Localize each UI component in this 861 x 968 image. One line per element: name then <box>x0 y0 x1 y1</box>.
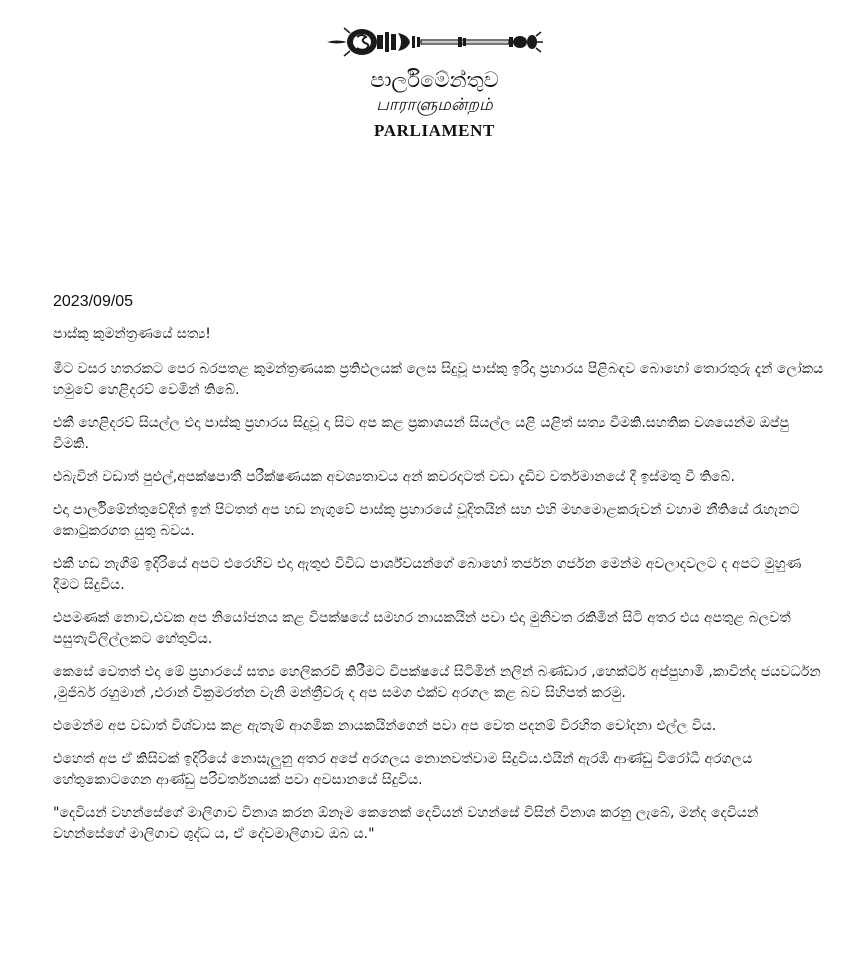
parliament-name-sinhala: පාර්ලිමේන්තුව <box>370 68 499 92</box>
paragraph: එමෙන්ම අප වඩාත් විශ්වාස කළ ඇතැම් ආගමික නායකයින්ගෙන් පවා අප වෙත පදනම් විරහිත චෝදනා එල්ල විය. <box>53 718 717 734</box>
paragraph: එකී හෙළිදරව් සියල්ල එදා පාස්කු ප්‍රහාරය සිදුවූ දා සිට අප කළ ප්‍රකාශයන් සියල්ල යළි යළිත් සත්‍ය වීමකි.සහතික වශයෙන්ම ඔප්පු වීමකි. <box>53 415 789 452</box>
parliament-mace-icon <box>322 22 544 62</box>
letter-date: 2023/09/05 <box>53 293 134 310</box>
parliament-name-english: PARLIAMENT <box>374 121 495 140</box>
letter-heading: පාස්කු කුමන්ත්‍රණයේ සත්‍ය! <box>53 326 211 342</box>
paragraph: එබැවින් වඩාත් පුළුල්,අපක්ෂපාතී පරීක්ෂණයක අවශ්‍යතාවය අන් කවරදාටත් වඩා දැඩිව වර්තමානයේ දී ඉස්මතු වී තිබේ. <box>53 469 735 485</box>
paragraph: එහෙත් අප ඒ කිසිවක් ඉදිරියේ නොසැලුනු අතර අපේ අරගලය නොනවත්වාම සිදුවිය.එයින් ඇරඹි ආණ්ඩු විරෝධී අරගලය හේතුකොටගෙන ආණ්ඩු පරිවර්තනයක් පවා අවසානයේ සිදුවිය. <box>53 751 753 788</box>
paragraph: කෙසේ වෙතත් එදා මේ ප්‍රහාරයේ සත්‍ය හෙලිකරවි කිරීමට විපක්ෂයේ සිටිමින් නලින් බණ්ඩාර ,හෙක්ටර් අප්පුහාමි ,කාවින්ද ජයවර්ධන ,මුජිබර් රහුමාන් ,එරාන් වික්‍රමරත්න වැනි මන්ත්‍රීවරු ද අප සමග එක්ව අරගල කළ බව සිහිපත් කරමු. <box>53 664 821 701</box>
paragraph: එපමණක් නොව,එවක අප නියෝජනය කළ විපක්ෂයේ සමහර නායකයින් පවා එදා මුනිවත රකිමින් සිටි අතර එය අපතුළ බලවත් පසුතැවිලිල්ලකට හේතුවිය. <box>53 610 791 647</box>
parliament-name-tamil: பாராளுமன்றம் <box>376 95 493 115</box>
letterhead <box>0 0 861 150</box>
paragraph: මීට වසර හතරකට පෙර බරපතළ කුමන්ත්‍රණයක ප්‍රතිඵලයක් ලෙස සිදුවූ පාස්කු ඉරිදා ප්‍රහාරය පිළිබඳව බොහෝ තොරතුරු දැන් ලෝකය හමුවේ හෙළිදරව් වෙමින් තිබේ. <box>53 361 824 398</box>
paragraph: එකී හඩ නැගීම් ඉදිරියේ අපට එරෙහිව එදා ඇතුළු විවිධ පාර්ශ්වයන්ගේ බොහෝ තර්ජන ගර්ජන මෙන්ම අවලාදවලට ද අපට මුහුණ දීමට සිදුවිය. <box>53 556 802 593</box>
letter-body <box>53 292 825 845</box>
paragraph: එදා පාර්ලිමේන්තුවේදීත් ඉන් පිටතත් අප හඩ නැගුවේ පාස්කු ප්‍රහාරයේ වූදිතයින් සහ එහි මහමොළකරුවන් වහාම නීතියේ රැහැනට කොටුකරගත යුතු බවය. <box>53 502 800 539</box>
closing-quote: "දෙවියන් වහන්සේගේ මාලිගාව විනාශ කරන ඕනෑම කෙනෙක් දෙවියන් වහන්සේ විසින් විනාශ කරනු ලැබේ, මන්ද දෙවියන් වහන්සේගේ මාලිගාව ශුද්ධ ය, ඒ දේවමාලිගාව ඔබ ය." <box>53 805 759 842</box>
